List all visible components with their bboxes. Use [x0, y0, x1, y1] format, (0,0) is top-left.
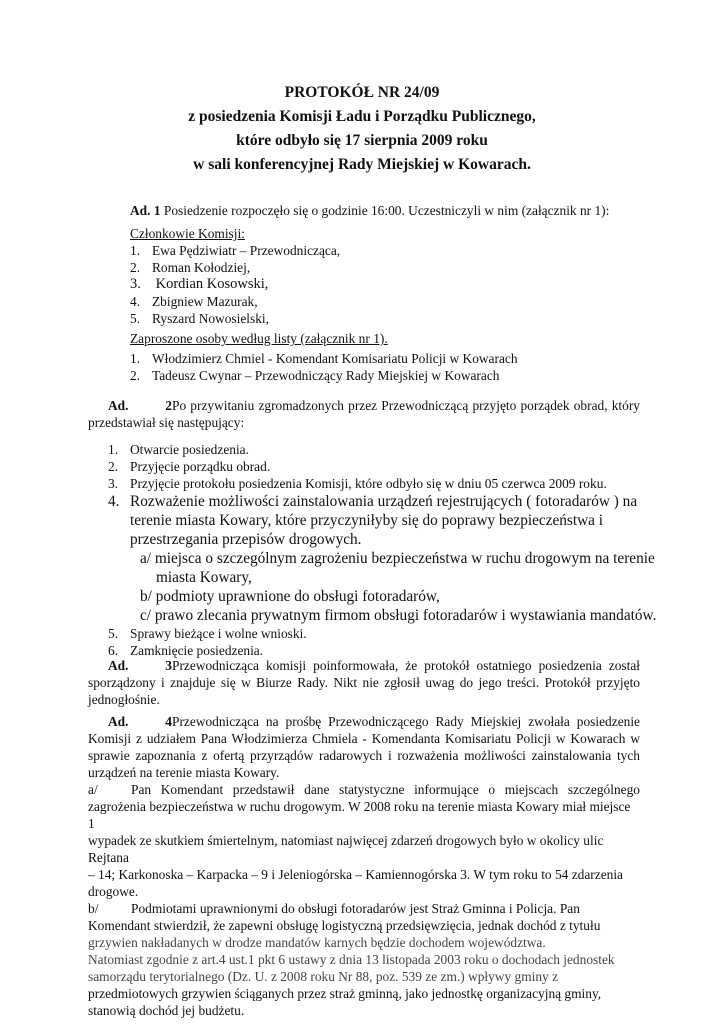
title-line-3: które odbyło się 17 sierpnia 2009 roku [236, 132, 488, 149]
ad2-text-1: Po przywitaniu zgromadzonych przez Przewodniczącą przyjęto porządek obrad, który [172, 398, 640, 413]
member-item: 2. Roman Kołodziej, [130, 260, 251, 275]
ad4-point-b: b/ Podmiotami uprawnionymi do obsługi fotoradarów jest Straż Gminna i Policja. Pan [88, 901, 580, 916]
guests-heading: Zaproszone osoby według listy (załącznik nr 1). [130, 331, 388, 346]
members-heading: Członkowie Komisji: [130, 226, 245, 241]
member-item: 3. Kordian Kosowski, [130, 276, 269, 292]
member-item: 4. Zbigniew Mazurak, [130, 294, 258, 309]
ad4-point-a: a/ Pan Komendant przedstawił dane statystyczne informujące o miejscach szczególnego [88, 782, 640, 797]
agenda-list [108, 441, 668, 659]
agenda-subitem: miasta Kowary, [156, 569, 252, 586]
agenda-item: 4. Rozważenie możliwości zainstalowania urządzeń rejestrujących ( fotoradarów ) na terenie miasta Kowary, które przyczyniłyby się do poprawy bezpieczeństwa i przestrzegania przepisów drogowych. a/ miejsca o szczególnym zagrożeniu bezpieczeństwa w ruchu drogowym na terenie miasta Kowary, b/ podmioty uprawnione do obsługi fotoradarów, c/ prawo zlecania prywatnym firmom obsługi fotoradarów i wystawiania mandatów. [108, 492, 668, 625]
title-line-2: z posiedzenia Komisji Ładu i Porządku Publicznego, [188, 108, 536, 125]
agenda-item: 5. Sprawy bieżące i wolne wnioski. [108, 626, 307, 641]
agenda-item: 2. Przyjęcie porządku obrad. [108, 459, 271, 474]
guest-item: 2. Tadeusz Cwynar – Przewodniczący Rady Miejskiej w Kowarach [130, 368, 500, 383]
agenda-item: 3. Przyjęcie protokołu posiedzenia Komisji, które odbyło się w dniu 05 czerwca 2009 roku. [108, 476, 607, 491]
ad3-paragraph: Ad. 3Przewodnicząca komisji poinformowała, że protokół ostatniego posiedzenia został sporządzony i znajduje się w Biurze Rady. Nikt nie zgłosił uwag do jego treści. Protokół przyjęto jednogłośnie. [88, 658, 640, 707]
guests-list [130, 350, 570, 384]
title-line-1: PROTOKÓŁ NR 24/09 [284, 84, 440, 101]
agenda-item: 1. Otwarcie posiedzenia. [108, 442, 249, 457]
agenda-subitem: a/ miejsca o szczególnym zagrożeniu bezpieczeństwa w ruchu drogowym na terenie [140, 550, 655, 567]
ad1-text: Posiedzenie rozpoczęło się o godzinie 16:00. Uczestniczyli w nim (załącznik nr 1): [163, 203, 610, 218]
ad2-intro [88, 397, 640, 431]
ad1-label: Ad. 1 [130, 203, 161, 218]
ad4-label: Ad. 4 [108, 714, 172, 729]
title-line-4: w sali konferencyjnej Rady Miejskiej w Kowarach. [193, 156, 531, 173]
agenda-item: 6. Zamknięcie posiedzenia. [108, 643, 264, 658]
member-item: 1. Ewa Pędziwiatr – Przewodnicząca, [130, 243, 341, 258]
ad2-text-2: przedstawiał się następujący: [88, 415, 245, 430]
guest-item: 1. Włodzimierz Chmiel - Komendant Komisariatu Policji w Kowarach [130, 351, 518, 366]
members-section [130, 225, 530, 327]
ad3-label: Ad. 3 [108, 658, 172, 673]
agenda-subitem: b/ podmioty uprawnione do obsługi fotoradarów, [140, 588, 440, 605]
ad2-label: Ad. 2 [108, 398, 172, 413]
member-item: 5. Ryszard Nowosielski, [130, 311, 269, 326]
ad1-intro [130, 202, 650, 219]
agenda-subitem: c/ prawo zlecania prywatnym firmom obsługi fotoradarów i wystawiania mandatów. [140, 607, 657, 624]
ad4-paragraph: Ad. 4Przewodnicząca na prośbę Przewodniczącego Rady Miejskiej zwołała posiedzenie Komisji z udziałem Pana Włodzimierza Chmiela - Komendanta Komisariatu Policji w Kowarach w sprawie zapoznania z ofertą przyrządów radarowych i rozważenia możliwości zainstalowania tych urządzeń na terenie miasta Kowary. a/ Pan Komendant przedstawił dane statystyczne informujące o miejscach szczególnego zagrożenia bezpieczeństwa w ruchu drogowym. W 2008 roku na terenie miasta Kowary miał miejsce 1 wypadek ze skutkiem śmiertelnym, natomiast najwięcej zdarzeń drogowych było w okolicy ulic Rejtana – 14; Karkonoska – Karpacka – 9 i Jeleniogórska – Kamiennogórska 3. W tym roku to 54 zdarzenia drogowe. b/ Podmiotami uprawnionymi do obsługi fotoradarów jest Straż Gminna i Policja. Pan Komendant stwierdził, że zapewni obsługę logistyczną przedsięwzięcia, jednak dochód z tytułu grzywien nakładanych w drodze mandatów karnych będzie dochodem województwa. Natomiast zgodnie z art.4 ust.1 pkt 6 ustawy z dnia 13 listopada 2003 roku o dochodach jednostek samorządu terytorialnego (Dz. U. z 2008 roku Nr 88, poz. 539 ze zm.) wpływy gminy z przedmiotowych grzywien ściąganych przez straż gminną, jako jednostkę organizacyjną gminy, stanowią dochód jej budżetu. [88, 714, 640, 1018]
document-title [0, 81, 724, 177]
